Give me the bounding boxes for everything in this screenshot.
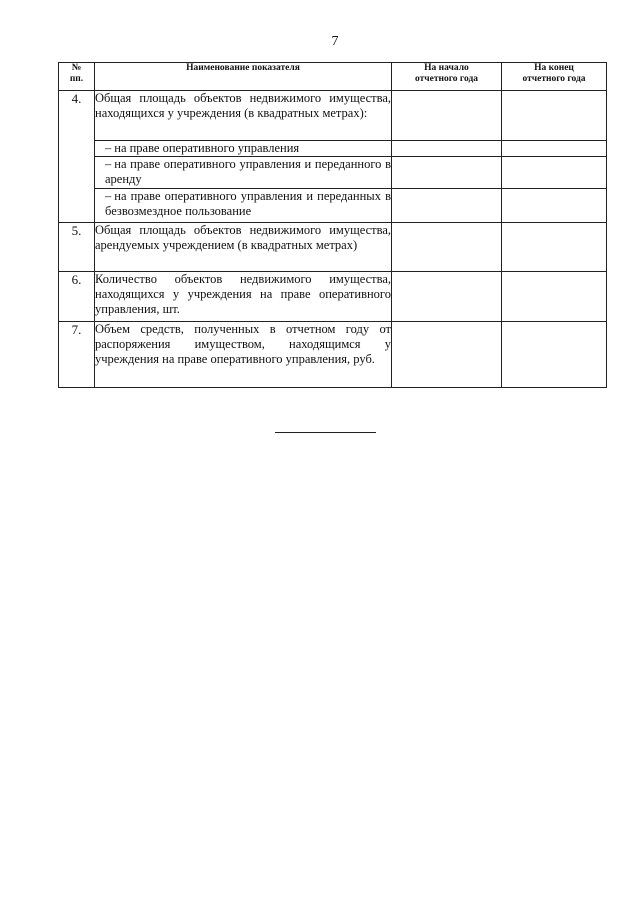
row-indicator-text: Общая площадь объектов недвижимого имущества, находящихся у учреждения (в квадратных метрах): <box>95 91 392 141</box>
row-indicator-text: Объем средств, полученных в отчетном году от распоряжения имуществом, находящимся у учреждения на праве оперативного управления, руб. <box>95 322 392 388</box>
row-end-value <box>502 272 607 322</box>
dash-marker: – <box>105 157 112 171</box>
header-end-of-year <box>502 63 607 91</box>
row-start-value <box>392 157 502 189</box>
header-start-line1: На начало <box>424 63 469 73</box>
row-indicator-text: на праве оперативного управления и переданного в аренду <box>105 157 391 186</box>
row-end-value <box>502 91 607 141</box>
table-row <box>59 141 607 157</box>
table-row <box>59 157 607 189</box>
header-indicator-name: Наименование показателя <box>95 63 392 91</box>
header-end-line1: На конец <box>534 63 574 73</box>
dash-marker: – <box>105 189 112 203</box>
row-indicator-subitem <box>95 141 392 157</box>
property-report-table <box>58 62 607 388</box>
row-end-value <box>502 322 607 388</box>
row-number: 4. <box>59 91 95 223</box>
row-start-value <box>392 189 502 223</box>
row-start-value <box>392 272 502 322</box>
row-indicator-text: Количество объектов недвижимого имущества, находящихся у учреждения на праве оперативного управления, шт. <box>95 272 392 322</box>
row-indicator-text: на праве оперативного управления и переданных в безвозмездное пользование <box>105 189 391 218</box>
row-start-value <box>392 223 502 272</box>
table-row <box>59 91 607 141</box>
table-row <box>59 223 607 272</box>
header-start-line2: отчетного года <box>414 74 479 84</box>
header-start-of-year <box>392 63 502 91</box>
page-number: 7 <box>331 34 339 49</box>
row-indicator-subitem <box>95 189 392 223</box>
header-number-abbr: пп. <box>69 74 84 84</box>
table-row <box>59 272 607 322</box>
row-start-value <box>392 91 502 141</box>
table-row <box>59 189 607 223</box>
row-indicator-text: на праве оперативного управления <box>114 141 300 155</box>
dash-marker: – <box>105 141 112 155</box>
row-start-value <box>392 322 502 388</box>
end-of-table-rule <box>275 432 376 433</box>
header-end-line2: отчетного года <box>522 74 586 84</box>
row-indicator-subitem <box>95 157 392 189</box>
table-header-row <box>59 63 607 91</box>
row-end-value <box>502 189 607 223</box>
header-number <box>59 63 95 91</box>
row-end-value <box>502 223 607 272</box>
row-number: 6. <box>59 272 95 322</box>
table-row <box>59 322 607 388</box>
row-end-value <box>502 141 607 157</box>
header-number-symbol: № <box>71 63 82 73</box>
row-indicator-text: Общая площадь объектов недвижимого имущества, арендуемых учреждением (в квадратных метрах) <box>95 223 392 272</box>
row-start-value <box>392 141 502 157</box>
row-number: 7. <box>59 322 95 388</box>
row-number: 5. <box>59 223 95 272</box>
row-end-value <box>502 157 607 189</box>
